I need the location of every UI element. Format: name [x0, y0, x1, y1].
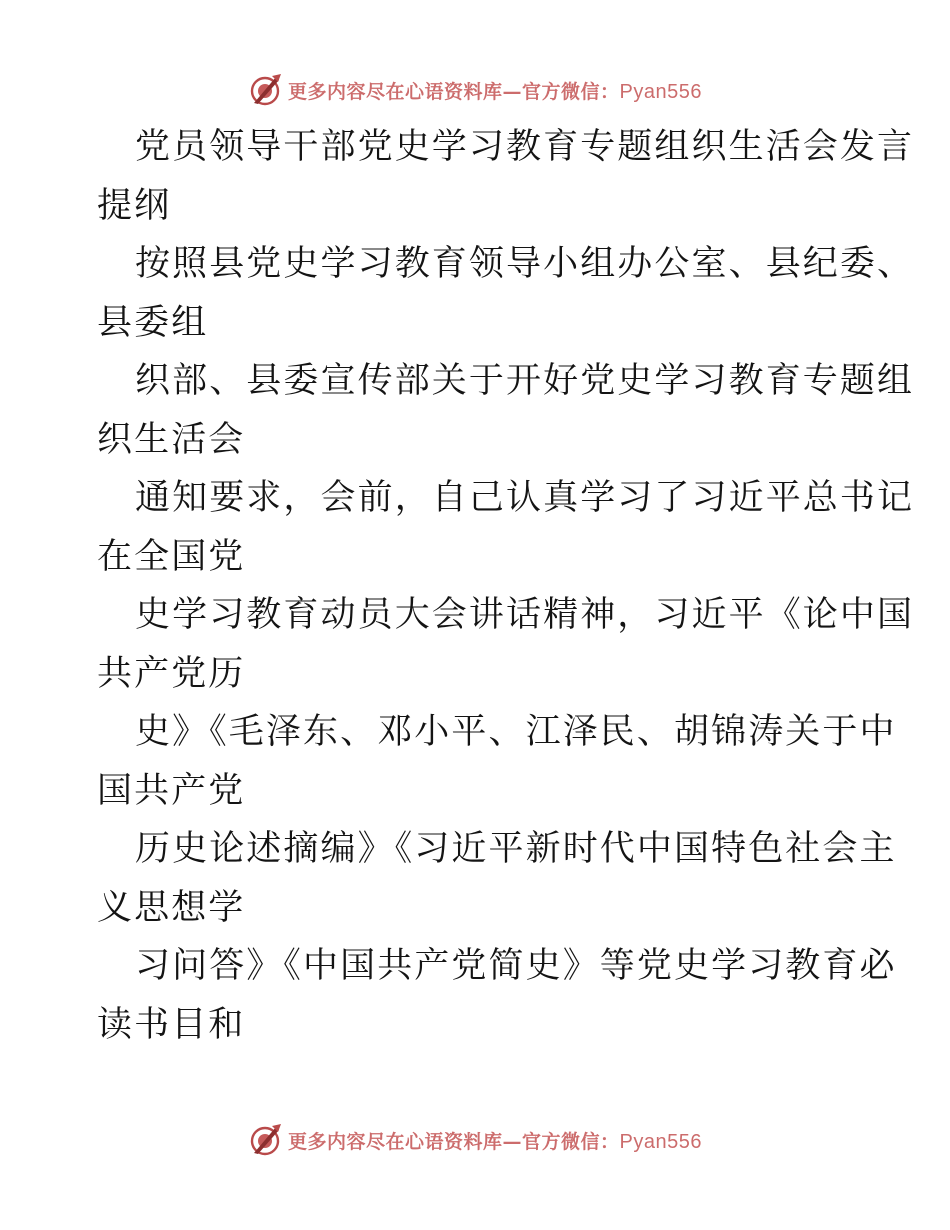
text-line: 国共产党: [97, 770, 246, 811]
text-line: 县委组: [97, 302, 209, 343]
watermark-label: 更多内容尽在心语资料库—官方微信：: [288, 1130, 620, 1153]
text-line: 提纲: [97, 185, 172, 226]
text-line: 历史论述摘编》《习近平新时代中国特色社会主: [135, 829, 897, 869]
text-line: 读书目和: [97, 1004, 246, 1045]
text-line: 织部、县委宣传部关于开好党史学习教育专题组: [135, 361, 915, 401]
quill-seal-icon: [248, 1123, 282, 1157]
watermark-label: 更多内容尽在心语资料库—官方微信：: [288, 80, 620, 103]
text-line: 史》《毛泽东、邓小平、江泽民、胡锦涛关于中: [135, 712, 897, 752]
text-line: 通知要求，会前，自己认真学习了习近平总书记: [135, 478, 915, 518]
header-watermark: [0, 70, 950, 110]
watermark-account: Pyan556: [619, 1130, 702, 1153]
footer-watermark: [0, 1120, 950, 1160]
document-body: [97, 118, 915, 1054]
text-line: 史学习教育动员大会讲话精神，习近平《论中国: [135, 595, 915, 635]
text-line: 习问答》《中国共产党简史》等党史学习教育必: [135, 946, 897, 986]
text-line: 义思想学: [97, 887, 246, 928]
text-line: 在全国党: [97, 536, 246, 577]
watermark-text: [288, 1127, 702, 1154]
quill-seal-icon: [248, 73, 282, 107]
watermark-text: [288, 77, 702, 104]
text-line: 织生活会: [97, 419, 246, 460]
text-line: 共产党历: [97, 653, 246, 694]
watermark-account: Pyan556: [619, 80, 702, 103]
text-line: 按照县党史学习教育领导小组办公室、县纪委、: [135, 244, 915, 284]
text-line: 党员领导干部党史学习教育专题组织生活会发言: [135, 127, 915, 167]
